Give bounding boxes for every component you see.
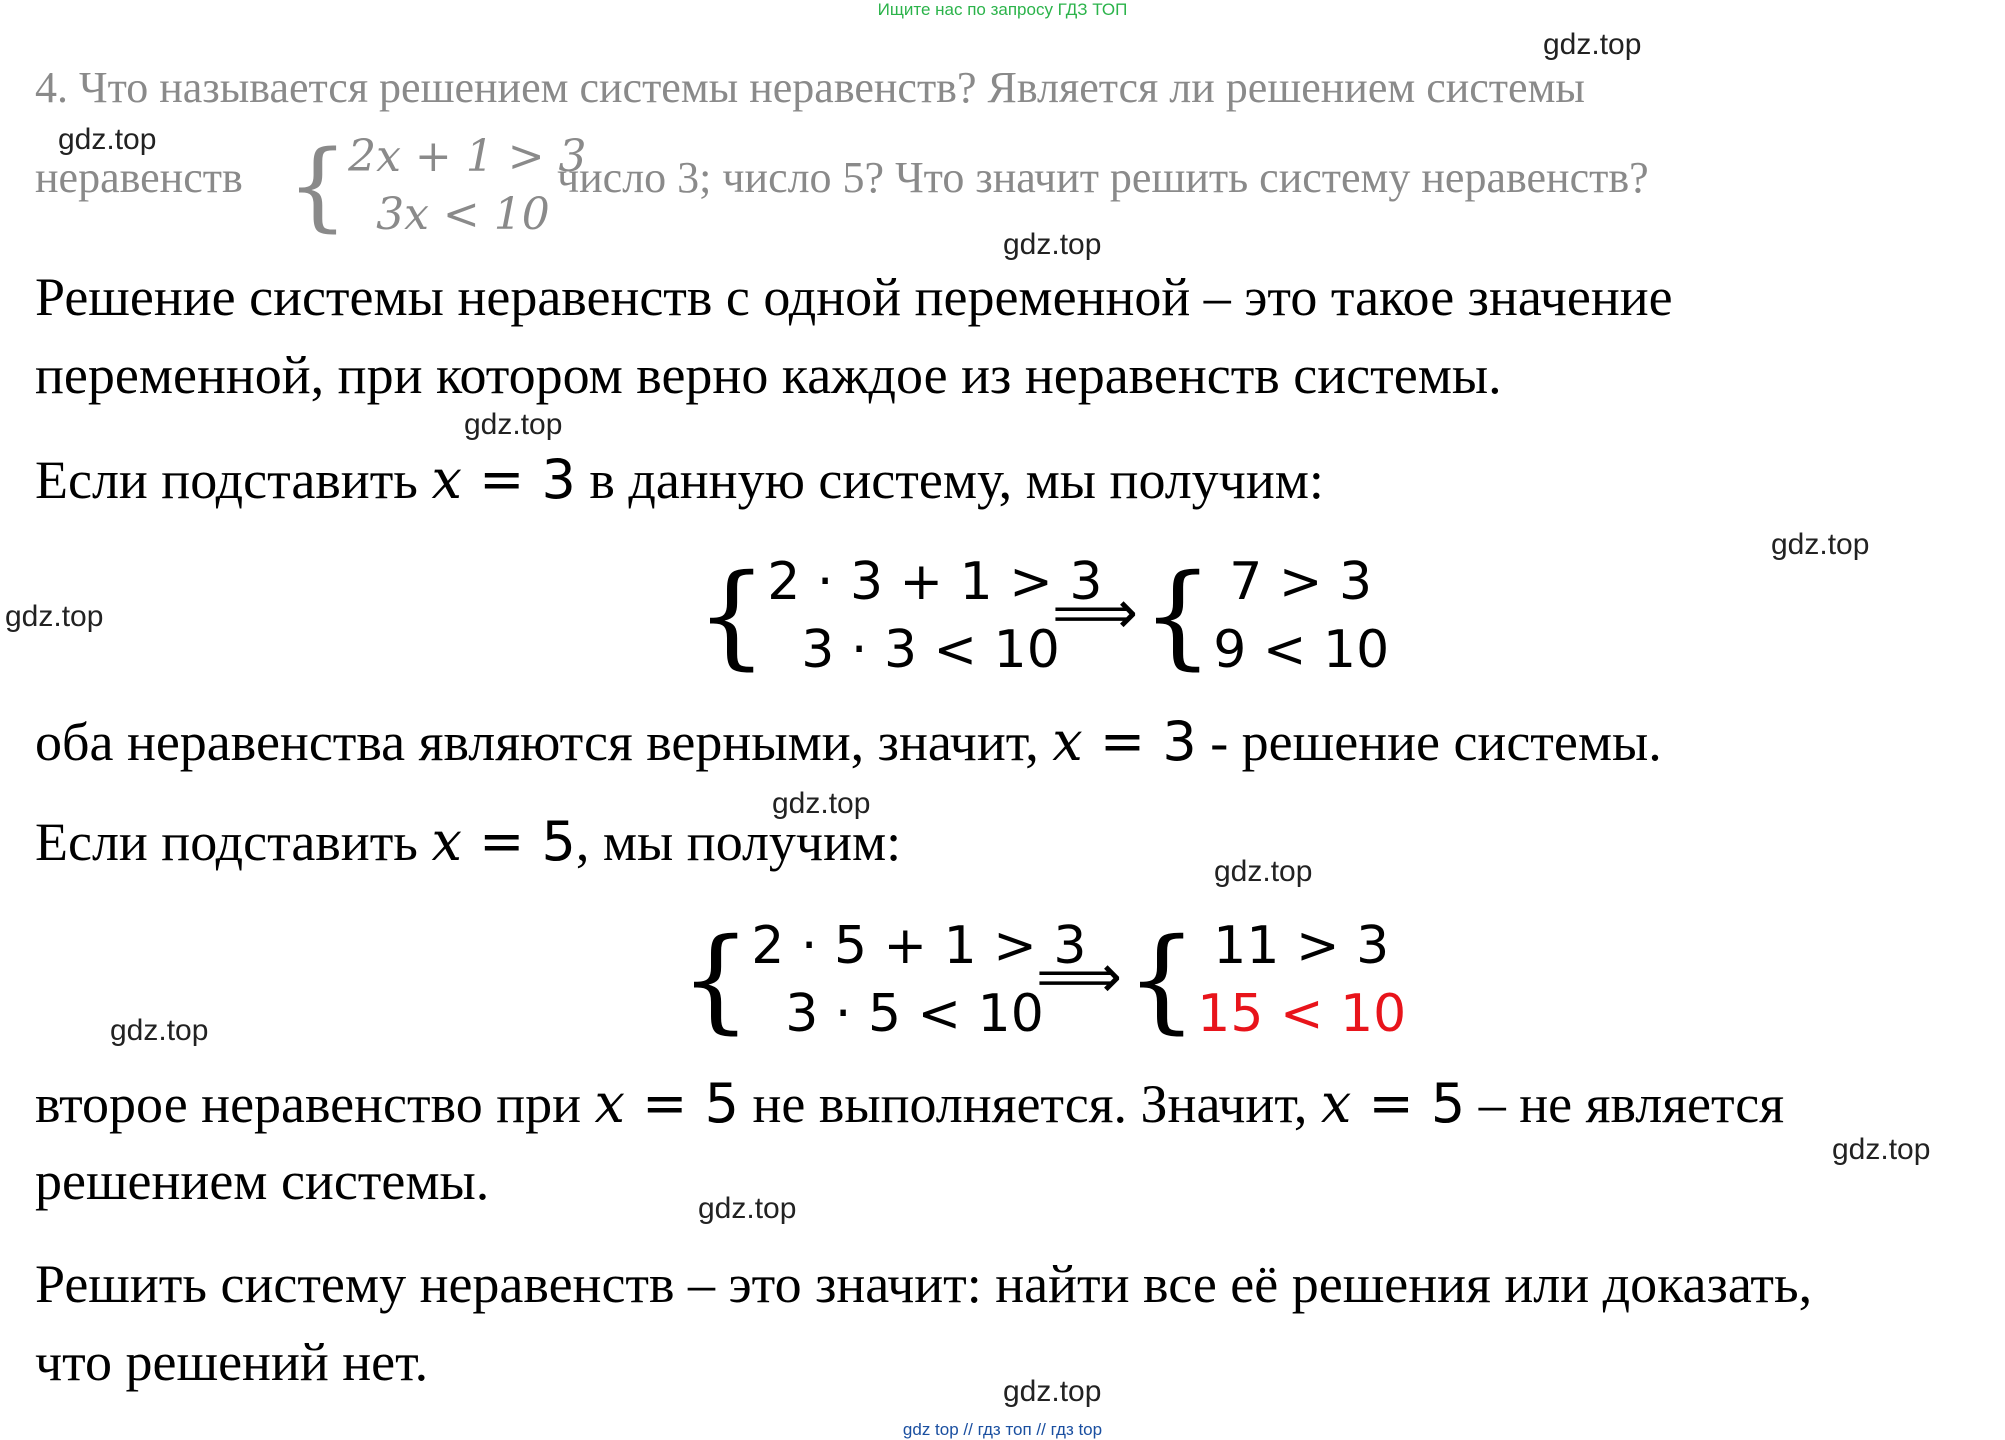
variable-x: x xyxy=(1320,1072,1352,1135)
left-brace: { xyxy=(680,915,752,1045)
watermark: gdz.top xyxy=(1771,528,1870,561)
left-brace: { xyxy=(1126,915,1198,1045)
variable-x: x xyxy=(431,448,462,511)
equation: = 5 xyxy=(461,810,576,873)
equation: = 5 xyxy=(625,1072,739,1135)
watermark: gdz.top xyxy=(5,600,104,633)
system-right-3 xyxy=(1142,548,1389,684)
text: не выполняется. Значит, xyxy=(738,1074,1321,1134)
question-prefix: неравенств xyxy=(35,153,243,202)
definition-line-1: Решение системы неравенств с одной переменной – это такое значение xyxy=(35,267,1673,327)
watermark: gdz.top xyxy=(1214,855,1313,888)
system-line: 3x < 10 xyxy=(376,189,550,240)
left-brace: { xyxy=(287,130,349,242)
system-line: 9 < 10 xyxy=(1213,620,1390,680)
system-line: 2x + 1 > 3 xyxy=(348,131,587,182)
system-left-5 xyxy=(680,912,1086,1048)
equation: = 5 xyxy=(1351,1072,1466,1135)
false-inequality: 15 < 10 xyxy=(1197,984,1407,1044)
system-left-3 xyxy=(696,548,1102,684)
system-line: 2 · 3 + 1 > 3 xyxy=(767,552,1103,612)
equation: = 3 xyxy=(1082,710,1197,773)
watermark: gdz.top xyxy=(772,787,871,820)
system-line: 7 > 3 xyxy=(1229,552,1373,612)
equation: = 3 xyxy=(461,448,576,511)
implies-arrow: ⟹ xyxy=(1052,578,1139,648)
text: оба неравенства являются верными, значит, xyxy=(35,712,1053,772)
bottom-banner: gdz top // гдз топ // гдз top xyxy=(902,1420,1103,1439)
definition-line-2: переменной, при котором верно каждое из неравенств системы. xyxy=(35,345,1502,405)
watermark: gdz.top xyxy=(698,1192,797,1225)
substitution-3 xyxy=(35,448,1324,511)
question-line-1: 4. Что называется решением системы неравенств? Является ли решением системы xyxy=(35,63,1585,112)
text: в данную систему, мы получим: xyxy=(575,450,1324,510)
text: Если подставить xyxy=(35,812,432,872)
conclusion-5-line-1 xyxy=(35,1072,1784,1135)
variable-x: x xyxy=(1052,710,1083,773)
text: Если подставить xyxy=(35,450,432,510)
final-line-2: что решений нет. xyxy=(35,1332,429,1392)
system-line: 11 > 3 xyxy=(1213,916,1390,976)
watermark: gdz.top xyxy=(1003,228,1102,261)
watermark: gdz.top xyxy=(110,1014,209,1047)
watermark: gdz.top xyxy=(1543,28,1642,61)
watermark: gdz.top xyxy=(58,123,157,156)
text: – не является xyxy=(1465,1074,1785,1134)
question-suffix: число 3; число 5? Что значит решить систему неравенств? xyxy=(557,153,1649,202)
final-line-1: Решить систему неравенств – это значит: найти все её решения или доказать, xyxy=(35,1254,1813,1314)
variable-x: x xyxy=(431,810,462,873)
system-right-5 xyxy=(1126,912,1406,1048)
left-brace: { xyxy=(1142,551,1214,681)
text: , мы получим: xyxy=(575,812,902,872)
watermark: gdz.top xyxy=(464,408,563,441)
system-line: 3 · 3 < 10 xyxy=(801,620,1060,680)
watermark: gdz.top xyxy=(1832,1133,1931,1166)
system-line: 2 · 5 + 1 > 3 xyxy=(751,916,1087,976)
left-brace: { xyxy=(696,551,768,681)
conclusion-3 xyxy=(35,710,1662,773)
question-system xyxy=(287,128,587,244)
watermark: gdz.top xyxy=(1003,1375,1102,1408)
substitution-5 xyxy=(35,810,901,873)
top-banner: Ищите нас по запросу ГДЗ ТОП xyxy=(877,0,1128,19)
system-line: 3 · 5 < 10 xyxy=(785,984,1044,1044)
text: - решение системы. xyxy=(1196,712,1662,772)
implies-arrow: ⟹ xyxy=(1036,942,1123,1012)
variable-x: x xyxy=(594,1072,626,1135)
conclusion-5-line-2: решением системы. xyxy=(35,1151,490,1211)
text: второе неравенство при xyxy=(35,1074,595,1134)
